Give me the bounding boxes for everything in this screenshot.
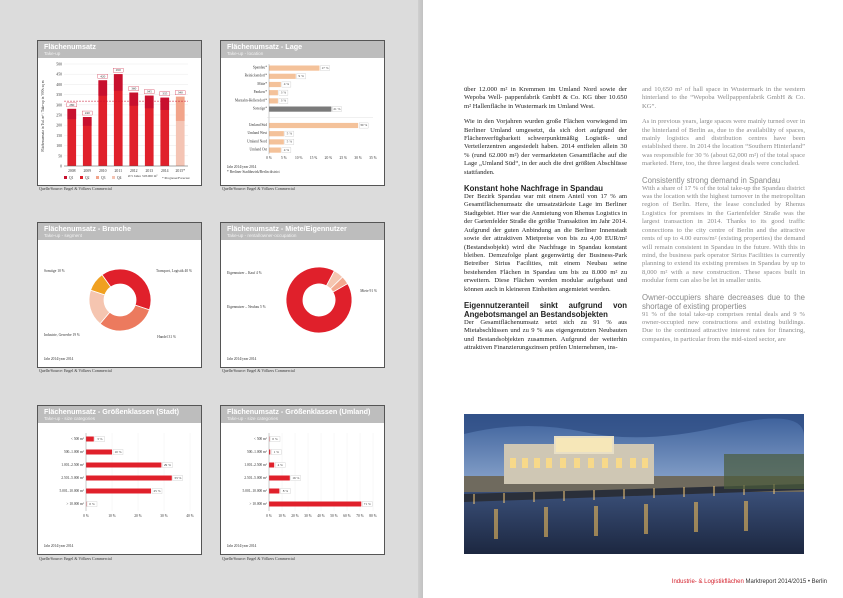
panel-title: Flächenumsatz - Lage	[227, 42, 303, 51]
panel-title: Flächenumsatz - Größenklassen (Umland)	[227, 407, 371, 416]
value-label: 25 %	[153, 489, 161, 493]
chart-note: Jahr 2014/year 2014	[227, 165, 257, 170]
bar	[269, 98, 278, 103]
y-tick-label: 450	[56, 72, 62, 77]
value-label: 3 %	[97, 437, 103, 441]
segment-donut-chart	[38, 240, 201, 368]
category-label: 2.501–5.000 m²	[244, 476, 267, 480]
section-heading: Konstant hohe Nachfrage in Spandau	[464, 184, 604, 194]
x-tick-label: 10 %	[294, 156, 303, 161]
panel-header	[38, 223, 201, 240]
x-tick-label: 2015*	[175, 169, 185, 173]
y-tick-label: 500	[56, 62, 62, 67]
location-bar-chart	[221, 58, 384, 186]
value-label: 280	[69, 102, 75, 107]
value-label: 4 %	[283, 82, 290, 87]
chart-note: Jahr 2014/year 2014	[227, 357, 257, 361]
slice-label: Miete 91 %	[360, 289, 377, 293]
legend-label: Q2	[85, 176, 90, 180]
panel-source: Quelle/Source: Engel & Völkers Commercial	[39, 368, 112, 373]
chart-panel-location	[220, 40, 385, 186]
panel-header	[221, 223, 384, 240]
legend-label: Q1	[69, 176, 74, 180]
bar-segment	[114, 74, 123, 91]
legend-label: Q4	[117, 176, 122, 180]
rental-donut-chart	[221, 240, 384, 368]
german-text-column	[464, 86, 627, 360]
x-tick-label: 30 %	[354, 156, 362, 161]
category-label: 2.501–5.000 m²	[61, 476, 84, 480]
value-label: 71 %	[363, 502, 371, 506]
y-tick-label: 350	[56, 93, 62, 98]
x-tick-label: 30 %	[160, 514, 168, 518]
paragraph: über 12.000 m² in Kremmen im Umland Nord sowie der Wepoba Well- pappenfabrik GmbH & Co. KG über 10.650 m² Hallenfläche in Wustermark im Umland West.	[464, 86, 627, 110]
x-tick-label: 40 %	[186, 514, 194, 518]
donut-slice	[100, 305, 149, 331]
category-label: 500–1.000 m²	[246, 450, 267, 454]
y-tick-label: 250	[56, 113, 62, 118]
x-tick-label: 0 %	[83, 514, 89, 518]
x-tick-label: 5 %	[281, 156, 287, 161]
panel-header	[38, 406, 201, 423]
panel-subtitle: Take-up - size categories	[227, 416, 279, 421]
value-label: 345	[146, 89, 152, 94]
bar-segment	[98, 80, 107, 95]
bar	[269, 90, 278, 95]
x-tick-label: 10 %	[108, 514, 116, 518]
bar-segment	[176, 97, 185, 121]
category-label: 500–1.000 m²	[63, 450, 84, 454]
panel-title: Flächenumsatz - Branche	[44, 224, 132, 233]
value-label: 9 %	[298, 74, 304, 78]
bar	[269, 74, 296, 79]
footer-subtitle: Marktreport 2014/2015 • Berlin	[743, 579, 827, 585]
section-heading: Consistently strong demand in Spandau	[642, 175, 781, 185]
slice-label: Eigennutzer – Kauf 4 %	[227, 271, 262, 275]
y-tick-label: 200	[56, 123, 62, 128]
x-tick-label: 40 %	[317, 514, 325, 518]
bridge-night-illustration	[464, 414, 804, 554]
value-label: 335	[162, 91, 168, 96]
category-label: Umland Nord	[247, 139, 267, 144]
value-label: 1 %	[273, 450, 279, 454]
x-tick-label: 30 %	[304, 514, 312, 518]
bar	[86, 489, 151, 494]
value-label: 29 %	[163, 463, 171, 467]
bar	[269, 476, 290, 481]
panel-title: Flächenumsatz - Größenklassen (Stadt)	[44, 407, 179, 416]
paragraph: With a share of 17 % of the total take-up the Spandau district was the location with the highest turnover in the metropolitan region of Berlin. Here, the lease concluded by Rhenus Logistics for premises in the Gartenfelder Straße was the largest transaction in 2014. Thanks to its good traffic connections to the city centre of Berlin and the attractive rents of up to 4.00 euros/m² (existing properties) the demand will remain consistent in Spandau in the future. With this in mind, the business park operator Sirius Facilities is currently planning to extend its existing premises in Spandau by up to 8,000 m² with a new construction. These spaces built in modular form can also be let in smaller units.	[642, 184, 805, 285]
x-tick-label: 2010	[98, 169, 107, 173]
value-label: 450	[115, 68, 121, 73]
chart-panel-size-city	[37, 405, 202, 555]
panel-source: Quelle/Source: Engel & Völkers Commercial	[39, 186, 112, 191]
x-tick-label: 20 %	[134, 514, 142, 518]
bar	[269, 463, 274, 468]
chart-note: Jahr 2014/year 2014	[44, 357, 74, 361]
chart-panel-rental-owner	[220, 222, 385, 368]
value-label: 4 %	[277, 463, 283, 467]
category-label: 5.001–10.000 m²	[242, 489, 267, 493]
bar-segment	[67, 109, 76, 119]
y-axis-label: Flächenumsatz in Tsd. m² / Take-up in '000s sq m	[41, 80, 45, 152]
footer-title: Industrie- & Logistikflächen	[671, 579, 744, 585]
category-label: Reinickendorf*	[244, 73, 267, 78]
panel-header	[38, 41, 201, 58]
paragraph: Der Gesamtflächenumsatz setzt sich zu 91 % aus Mietabschlüssen und zu 9 % aus eigengenutzten Neubauten und Bestandsobjekten zusammen. Aufgrund der weiterhin attraktiven Finanzierungszinsen prüfen Unternehmen, ins-	[464, 318, 627, 352]
x-tick-label: 2011	[114, 169, 122, 173]
paragraph: and 10,650 m² of hall space in Wustermark in the western hinterland to the “Wepoba Wellpappenfabrik GmbH & Co. KG”.	[642, 86, 805, 110]
x-tick-label: 20 %	[291, 514, 299, 518]
bar-segment	[83, 117, 92, 126]
category-label: > 10.000 m²	[249, 502, 267, 506]
legend-label: Q3	[101, 176, 106, 180]
bar	[269, 489, 279, 494]
category-label: < 500 m²	[70, 437, 84, 441]
category-label: Marzahn-Hellersdorf*	[234, 98, 267, 103]
bar	[269, 66, 320, 71]
chart-panel-take-up	[37, 40, 202, 186]
bar	[269, 502, 361, 507]
chart-panel-size-hinterland	[220, 405, 385, 555]
value-label: 17 %	[321, 65, 329, 70]
legend-swatch	[112, 176, 115, 179]
category-label: < 500 m²	[253, 437, 267, 441]
x-tick-label: 2013	[145, 169, 154, 173]
bar	[86, 450, 112, 455]
size-hinterland-bar-chart	[221, 423, 384, 555]
bar	[269, 139, 284, 144]
value-label: 420	[100, 74, 106, 79]
y-tick-label: 50	[58, 154, 62, 159]
x-tick-label: 20 %	[324, 156, 333, 161]
x-tick-label: 2012	[129, 169, 138, 173]
panel-subtitle: Take-up - location	[227, 51, 264, 56]
x-tick-label: 35 %	[369, 156, 377, 161]
category-label: > 10.000 m²	[66, 502, 84, 506]
section-heading: Owner-occupiers share decreases due to the shortage of existing properties	[642, 292, 805, 311]
chart-note: Jahr 2014/year 2014	[227, 544, 257, 548]
bar	[86, 476, 172, 481]
bar	[86, 463, 161, 468]
donut-slice	[102, 269, 151, 310]
category-label: Pankow*	[253, 90, 267, 95]
value-label: 3 %	[280, 98, 287, 103]
section-heading: Eigennutzeranteil sinkt aufgrund von Angebotsmangel an Bestandsobjekten	[464, 300, 627, 319]
value-label: 5 %	[286, 131, 293, 136]
slice-label: Transport, Logistik 40 %	[156, 269, 193, 273]
chart-panel-segment	[37, 222, 202, 368]
value-label: 3 %	[280, 90, 287, 95]
category-label: 1.001–2.500 m²	[244, 463, 267, 467]
bar	[269, 123, 358, 128]
value-label: 240	[84, 111, 90, 116]
paragraph: 91 % of the total take-up comprises rental deals and 9 % owner-occupied new constructions and existing buildings. Due to the continued attractive interest rates for financing, companies, in particular from the mid-sized sector, are	[642, 310, 805, 343]
value-label: 30 %	[360, 123, 368, 128]
y-tick-label: 300	[56, 103, 62, 108]
value-label: 8 %	[282, 489, 289, 493]
paragraph: Wie in den Vorjahren wurden große Flächen vorwiegend im Berliner Umland umgesetzt, da sich dort aufgrund der Flächenverfügbarkeit schwerpunktmäßig Logistik- und Verteilerzentren angesiedelt haben. 2014 entfielen allein 30 % (rund 62.000 m²) der vermarkteten Gesamtfläche auf die Lage „Umland Süd“, in der auch die drei größten Abschlüsse stattfanden.	[464, 118, 627, 176]
legend-swatch	[96, 176, 99, 179]
value-label: 33 %	[174, 476, 182, 480]
panel-source: Quelle/Source: Engel & Völkers Commercial	[222, 368, 295, 373]
panel-subtitle: Take-up - segment	[44, 233, 83, 238]
value-label: 10 %	[114, 450, 122, 454]
value-label: 0 %	[89, 502, 95, 506]
bar	[269, 82, 281, 87]
value-label: 21 %	[333, 106, 341, 111]
panel-title: Flächenumsatz - Miete/Eigennutzer	[227, 224, 347, 233]
value-label: 360	[131, 86, 137, 91]
bar-segment	[129, 93, 138, 106]
bar	[269, 107, 331, 112]
y-tick-label: 0	[60, 164, 62, 169]
x-tick-label: 15 %	[309, 156, 318, 161]
slice-label: Sonstige 10 %	[44, 269, 65, 273]
category-label: Umland Süd	[248, 122, 267, 127]
bar	[269, 131, 284, 136]
chart-note: Jahr 2014/year 2014	[44, 544, 74, 548]
paragraph: Der Bezirk Spandau war mit einem Anteil von 17 % am Gesamtflächenumsatz die umsatzstärkste Lage im Berliner Stadtgebiet. Hier war die Anmietung von Rhenus Logistics in der Gartenfelder Straße die größte Transaktion im Jahr 2014. Aufgrund der guten Anbindung an die Berliner Innenstadt sowie der attraktiven Mietpreise von bis zu 4,00 EUR/m² (Bestandsobjekt) wird die Nachfrage in Spandau konstant bleiben. Demzufolge plant gegenwärtig der Business-Park Betreiber Sirius Facilities, mit einem Neubau seine bestehenden Flächen in Spandau um bis zu 8.000 m² zu erweitern. Diese Flächen werden modular aufgebaut und können auch in kleineren Einheiten angemietet werden.	[464, 193, 627, 293]
english-text-column	[642, 86, 805, 351]
y-tick-label: 150	[56, 133, 62, 138]
category-label: Sonstige*	[252, 106, 267, 111]
x-tick-label: 2014	[160, 169, 169, 173]
value-label: 0 %	[272, 437, 278, 441]
value-label: 5 %	[286, 139, 293, 144]
value-label: 16 %	[292, 476, 300, 480]
x-tick-label: 0 %	[266, 156, 272, 161]
x-tick-label: 2009	[83, 169, 92, 173]
slice-label: Industrie, Gewerbe 19 %	[44, 333, 80, 337]
slice-label: Eigennutzer – Neubau 5 %	[227, 305, 266, 309]
x-tick-label: 70 %	[356, 514, 364, 518]
x-tick-label: 10 %	[278, 514, 286, 518]
panel-source: Quelle/Source: Engel & Völkers Commercial	[222, 186, 295, 191]
category-label: Umland Ost	[249, 147, 267, 152]
category-label: Mitte*	[257, 81, 267, 86]
x-tick-label: 25 %	[339, 156, 348, 161]
panel-source: Quelle/Source: Engel & Völkers Commercial	[222, 556, 295, 561]
category-label: Spandau*	[252, 65, 267, 70]
panel-header	[221, 41, 384, 58]
size-city-bar-chart	[38, 423, 201, 555]
average-legend-label: Ø 5 Jahre 318.000 m²	[128, 174, 158, 178]
x-tick-label: 0 %	[266, 514, 272, 518]
paragraph: As in previous years, large spaces were mainly turned over in the hinterland of Berlin as, due to the availability of spaces, mainly logistics and distribution centres have been established there. In 2014 the location “Southern Hinterland” was responsible for 30 % (about 62,000 m²) of the total space marketed. Here, too, the three largest deals were concluded.	[642, 118, 805, 168]
x-tick-label: 50 %	[330, 514, 338, 518]
x-tick-label: 60 %	[343, 514, 351, 518]
category-label: 1.001–2.500 m²	[61, 463, 84, 467]
bar	[269, 148, 281, 153]
berlin-photo	[464, 414, 804, 554]
category-label: Umland West	[247, 131, 267, 136]
bar-segment	[145, 96, 154, 109]
bar-segment	[160, 98, 169, 110]
chart-note: * Berliner Stadtbezirk/Berlin district	[227, 170, 280, 175]
take-up-bar-chart	[38, 58, 201, 186]
forecast-legend-label: * Prognose/Forecast	[162, 176, 190, 180]
page-footer	[672, 579, 827, 585]
value-label: 340	[177, 90, 183, 95]
legend-swatch	[80, 176, 83, 179]
legend-swatch	[64, 176, 67, 179]
panel-subtitle: Take-up	[44, 51, 61, 56]
panel-subtitle: Take-up - size categories	[44, 416, 96, 421]
slice-label: Handel 31 %	[157, 335, 176, 339]
value-label: 4 %	[283, 147, 290, 152]
category-label: 5.001–10.000 m²	[59, 489, 84, 493]
panel-subtitle: Take-up - rental/owner-occupation	[227, 233, 297, 238]
bar	[86, 437, 94, 442]
x-tick-label: 2008	[67, 169, 76, 173]
y-tick-label: 100	[56, 144, 62, 149]
y-tick-label: 400	[56, 82, 62, 87]
x-tick-label: 80 %	[369, 514, 377, 518]
panel-title: Flächenumsatz	[44, 42, 96, 51]
panel-header	[221, 406, 384, 423]
panel-source: Quelle/Source: Engel & Völkers Commercial	[39, 556, 112, 561]
